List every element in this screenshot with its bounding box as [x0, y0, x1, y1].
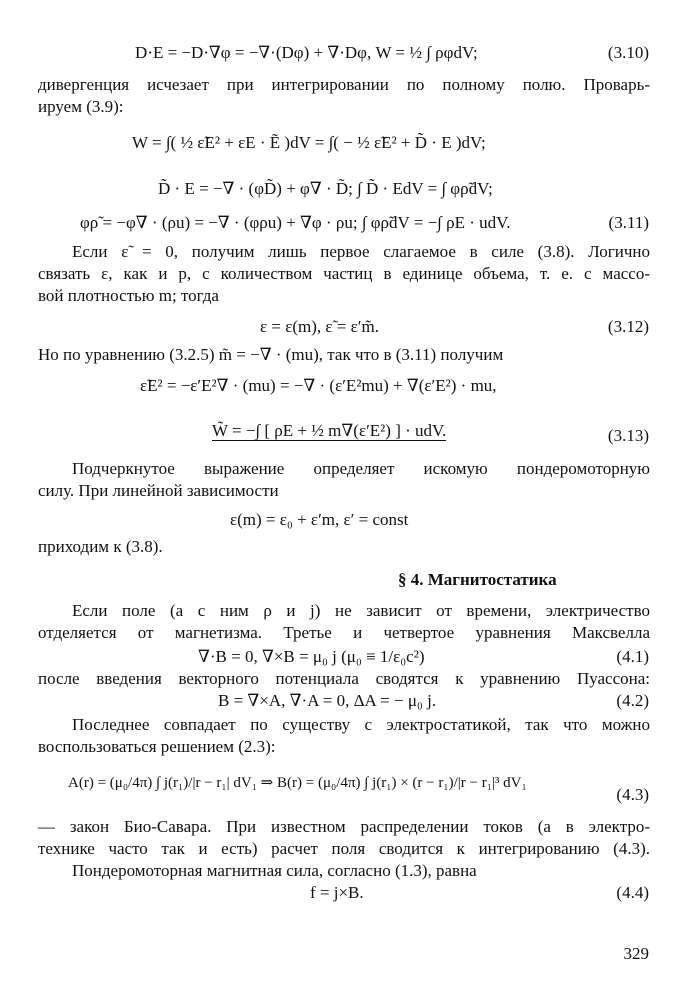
paragraph-line: дивергенция исчезает при интегрировании по полному полю. Проварь- [38, 75, 650, 94]
paragraph-line: после введения векторного потенциала сводятся к уравнению Пуассона: [38, 669, 650, 688]
equation-number-4-3: (4.3) [616, 785, 649, 804]
equation-d-dot-e: D̃ · E = −∇ · (φD̃) + φ∇ · D̃; ∫ D̃ · EdV = ∫ φρ̃dV; [158, 179, 493, 198]
paragraph-line: Подчеркнутое выражение определяет искомую пондеромоторную [72, 459, 650, 478]
underlined-force-expression: W̃ = −∫ [ ρE + ½ m∇(ε′E²) ] · udV. [212, 421, 447, 440]
paragraph-line: ируем (3.9): [38, 97, 124, 116]
equation-4-3: A(r) = (μ₀/4π) ∫ j(r₁)/|r − r₁| dV₁ ⇒ B(r) = (μ₀/4π) ∫ j(r₁) × (r − r₁)/|r − r₁|³ dV₁ [68, 775, 527, 791]
equation-eps-e2: ε̃E² = −ε′E²∇ · (mu) = −∇ · (ε′E²mu) + ∇(ε′E²) · mu, [140, 376, 497, 395]
equation-number-4-2: (4.2) [616, 691, 649, 710]
section-heading: § 4. Магнитостатика [398, 570, 557, 589]
paragraph-line: Но по уравнению (3.2.5) m̃ = −∇ · (mu), так что в (3.11) получим [38, 345, 504, 364]
paragraph-line: Если ε̃ = 0, получим лишь первое слагаемое в силе (3.8). Логично [72, 242, 650, 261]
paragraph-line: Последнее совпадает по существу с электростатикой, так что можно [72, 715, 650, 734]
equation-3-13 [212, 420, 446, 442]
paragraph-line: Пондеромоторная магнитная сила, согласно (1.3), равна [72, 861, 477, 880]
equation-3-12: ε = ε(m), ε̃ = ε′m̃. [260, 317, 379, 336]
paragraph-line: вой плотностью m; тогда [38, 286, 219, 305]
paragraph-line: связать ε, как и p, с количеством частиц в единице объема, т. е. с массо- [38, 264, 650, 283]
paragraph-line: отделяется от магнетизма. Третье и четвертое уравнения Максвелла [38, 623, 650, 642]
equation-3-10: D·E = −D·∇φ = −∇·(Dφ) + ∇·Dφ, W = ½ ∫ ρφdV; [135, 43, 478, 62]
equation-number-4-4: (4.4) [616, 883, 649, 902]
equation-4-2: B = ∇×A, ∇·A = 0, ΔA = − μ₀ j. [218, 691, 437, 710]
paragraph-line: приходим к (3.8). [38, 537, 163, 556]
equation-4-4: f = j×B. [310, 883, 364, 902]
equation-number-3-12: (3.12) [607, 317, 649, 336]
paragraph-line: технике часто так и есть) расчет поля сводится к интегрированию (4.3). [38, 839, 650, 858]
equation-4-1: ∇·B = 0, ∇×B = μ₀ j (μ₀ ≡ 1/ε₀c²) [198, 647, 425, 666]
equation-w-variation: W = ∫( ½ ε̃E² + εE · Ẽ )dV = ∫( − ½ ε̃E² + D̃ · E )dV; [132, 133, 486, 152]
page-number: 329 [623, 944, 649, 963]
equation-linear-dependence: ε(m) = ε₀ + ε′m, ε′ = const [230, 510, 409, 529]
equation-number-3-13: (3.13) [607, 426, 649, 445]
paragraph-line: Если поле (а с ним ρ и j) не зависит от времени, электричество [72, 601, 650, 620]
equation-number-3-10: (3.10) [607, 43, 649, 62]
paragraph-line: — закон Био-Савара. При известном распределении токов (а в электро- [38, 817, 650, 836]
equation-number-3-11: (3.11) [608, 213, 649, 232]
equation-number-4-1: (4.1) [616, 647, 649, 666]
paragraph-line: силу. При линейной зависимости [38, 481, 279, 500]
equation-3-11: φρ̃ = −φ∇ · (ρu) = −∇ · (φρu) + ∇φ · ρu; ∫ φρ̃dV = −∫ ρE · udV. [80, 213, 511, 232]
paragraph-line: воспользоваться решением (2.3): [38, 737, 276, 756]
